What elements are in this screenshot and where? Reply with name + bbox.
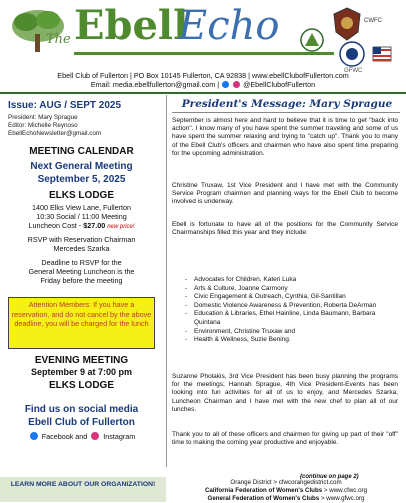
issue-credits [8, 114, 101, 138]
evening-meeting-title: EVENING MEETING [34, 355, 129, 366]
header-rule [0, 92, 406, 94]
logo-echo: Echo [178, 3, 280, 49]
social-handle[interactable]: @EbellClubofFullerton [243, 80, 316, 89]
list-item: - Advocates for Children, Kateri Luka [185, 276, 395, 285]
calendar-title: MEETING CALENDAR [29, 146, 134, 157]
chairmanship-list [185, 276, 395, 345]
club-address: Ebell Club of Fullerton | PO Box 10145 Fullerton, CA 92838 | www.ebellClubofFullerton.com [57, 71, 349, 80]
list-item: - Civic Engagement & Outreach, Cynthia, Gil-Santillan [185, 293, 395, 302]
flag-emblem-icon [372, 44, 392, 64]
title-underline [172, 112, 400, 113]
rsvp-deadline [0, 258, 163, 285]
next-meeting-heading: Next General Meeting [30, 161, 133, 172]
deadline-line-3: Friday before the meeting [40, 276, 123, 285]
cfwc-name: California Federation of Women's Clubs [204, 487, 323, 494]
next-meeting-date: September 5, 2025 [37, 174, 126, 185]
list-item: - Education & Libraries, Ethel Hainline, Linda Baumann, Barbara Quintana [185, 310, 395, 327]
footer-orange-district[interactable]: Orange District > cfwcorangedistrict.com [230, 479, 342, 486]
facebook-icon[interactable] [30, 432, 38, 440]
orange-district-emblem-icon [300, 28, 324, 52]
logo-ebell: Ebell [74, 2, 189, 49]
meeting-times: 10:30 Social / 11:00 Meeting [36, 212, 127, 221]
gfwc-label: GFWC [344, 68, 363, 74]
cfwc-url: > www.cfwc.org [322, 487, 368, 494]
luncheon-label: Luncheon Cost - [28, 221, 82, 230]
list-item: - Environment, Christine Truxaw and [185, 328, 395, 337]
rsvp-line-1: RSVP with Reservation Chairman [27, 235, 136, 244]
rsvp-info [0, 235, 163, 253]
message-paragraph-1: September is almost here and hard to believe that it is time to get "back into action". I know many of you have spent the summer traveling and some of us have spent the summer relaxing and trying to "catch up". Thank you to many of the Ebell Club's officers and chairmen who have also spent time preparing for the upcoming administration. [172, 117, 398, 157]
editor-credit: Editor: Michelle Reynoso [8, 122, 78, 129]
message-paragraph-5: Thank you to all of these officers and chairmen for giving up part of their "off" time to making the coming year productive and enjoyable. [172, 431, 398, 447]
gfwc-name: General Federation of Women's Clubs [207, 495, 320, 502]
list-item: - Health & Wellness, Suzie Bening. [185, 336, 395, 345]
social-club-name: Ebell Club of Fullerton [28, 417, 135, 428]
continued-note: (continue on page 2) [300, 474, 359, 480]
logo-the: The [46, 32, 71, 47]
message-paragraph-3: Ebell is fortunate to have all of the positions for the Community Service Chairmanships filled this year and they include: [172, 221, 398, 237]
message-paragraph-2: Christine Truxaw, 1st Vice President and I have met with the Community Service Program chairmen and planning ways for the Ebell Club to become involved is underway. [172, 182, 398, 206]
attention-text: Attention Members: If you have a reservation, and do not cancel by the above deadline, you will be charged for the lunch [11, 300, 152, 328]
footer-learn-more: LEARN MORE ABOUT OUR ORGANIZATION! [10, 481, 156, 488]
instagram-icon[interactable] [91, 432, 99, 440]
gfwc-url: > www.gfwc.org [319, 495, 365, 502]
social-title: Find us on social media [24, 404, 139, 415]
column-divider [166, 95, 167, 467]
contact-email[interactable]: Email: media.ebellfullerton@gmail.com | [90, 80, 220, 89]
issue-title: Issue: AUG / SEPT 2025 [8, 100, 122, 111]
venue-address: 1400 Elks View Lane, Fullerton [32, 203, 131, 212]
footer-gfwc[interactable] [170, 495, 402, 503]
meeting-venue: ELKS LODGE [48, 190, 114, 201]
deadline-line-1: Deadline to RSVP for the [41, 258, 122, 267]
luncheon-price: $27.00 [83, 221, 106, 230]
list-item: - Arts & Culture, Joanne Carmony [185, 285, 395, 294]
president-credit: President: Mary Sprague [8, 114, 78, 121]
instagram-icon[interactable] [233, 81, 240, 88]
facebook-icon[interactable] [222, 81, 229, 88]
list-item: - Domestic Violence Awareness & Prevention, Roberta DeArman [185, 302, 395, 311]
new-price-note: new price! [107, 224, 135, 230]
facebook-label[interactable]: Facebook and [41, 432, 88, 441]
newsletter-email[interactable]: EbellEchoNewsletter@gmail.com [8, 130, 102, 137]
instagram-label[interactable]: Instagram [103, 432, 136, 441]
presidents-message-title: President's Message: Mary Sprague [181, 98, 393, 110]
cwfc-label: CWFC [364, 18, 382, 24]
footer-cfwc[interactable] [170, 487, 402, 495]
evening-meeting-venue: ELKS LODGE [48, 380, 114, 391]
message-paragraph-4: Suzanne Pholakis, 3rd Vice President has been busy planning the programs for the meetings; Hannah Sprague, 4th Vice President-Events has been looking into fun activities for all of us to enjoy, and Mercedes Szarka, Luncheon Chairman and I have met with the new chef to plan all of our lunches. [172, 373, 398, 413]
deadline-line-2: General Meeting Luncheon is the [28, 267, 135, 276]
cwfc-emblem-icon [330, 6, 364, 42]
club-contact [0, 80, 406, 89]
gfwc-emblem-icon [337, 40, 367, 68]
masthead-underline [74, 52, 334, 55]
luncheon-cost [0, 221, 163, 230]
rsvp-line-2: Mercedes Szarka [53, 244, 110, 253]
social-links [0, 432, 163, 441]
evening-meeting-date: September 9 at 7:00 pm [30, 367, 133, 377]
